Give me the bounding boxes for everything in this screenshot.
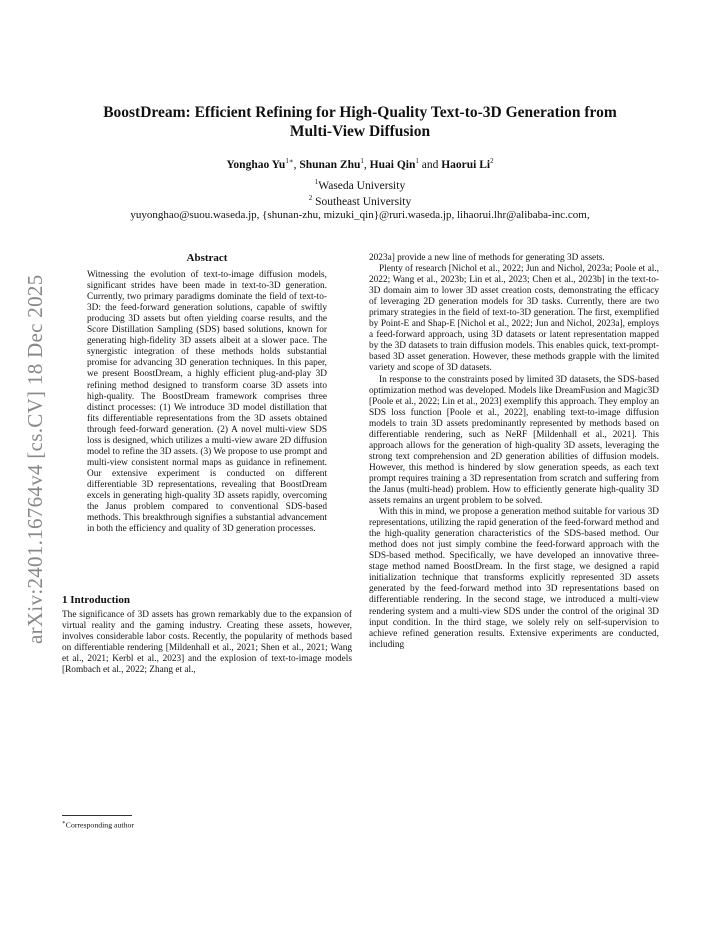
author-affiliation-mark: 1 (415, 157, 419, 165)
affiliation-name: Waseda University (318, 179, 406, 192)
title-line-1: BoostDream: Efficient Refining for High-Quality Text-to-3D Generation from (103, 104, 617, 121)
author-affiliation-mark: 1∗ (285, 157, 294, 165)
affiliation-name: Southeast University (312, 195, 412, 208)
author-name: Shunan Zhu (299, 158, 361, 171)
author-separator: , (293, 158, 300, 171)
body-paragraph: 2023a] provide a new line of methods for generating 3D assets. (369, 253, 605, 263)
body-paragraph: With this in mind, we propose a generation method suitable for various 3D representations, utilizing the rapid generation of the feed-forward method and the high-quality generation characteristics of the SDS-based method. Our method does not just simply combine the feed-forward approach with the SDS-based method. Specifically, we have developed an innovative three-stage method named BoostDream. In the first stage, we designed a rapid initialization technique that transforms explicitly represented 3D assets generated by the feed-forward method into 3D representations based on differentiable rendering. In the second stage, we introduced a multi-view rendering system and a multi-view SDS under the control of the original 3D input condition. In the third stage, we solely rely on self-supervision to achieve refined generation results. Extensive experiments are conducted, including (369, 507, 659, 650)
paper-title (90, 103, 630, 141)
abstract-body: Witnessing the evolution of text-to-image diffusion models, significant strides have been made in text-to-3D generation. Currently, two primary paradigms dominate the field of text-to-3D: the feed-forward generation solutions, capable of swiftly producing 3D assets but often yielding coarse results, and the Score Distillation Sampling (SDS) based solutions, known for generating high-fidelity 3D assets albeit at a slower pace. The synergistic integration of these methods holds substantial promise for advancing 3D generation techniques. In this paper, we present BoostDream, a highly efficient plug-and-play 3D refining method designed to transform coarse 3D assets into high-quality. The BoostDream framework comprises three distinct processes: (1) We introduce 3D model distillation that fits differentiable representations from the 3D assets obtained through feed-forward generation. (2) A novel multi-view SDS loss is designed, which utilizes a multi-view aware 2D diffusion model to refine the 3D assets. (3) We propose to use prompt and multi-view consistent normal maps as guidance in refinement. Our extensive experiment is conducted on different differentiable 3D representations, revealing that BoostDream excels in generating high-quality 3D assets rapidly, overcoming the Janus problem compared to conventional SDS-based methods. This breakthrough signifies a substantial advancement in both the efficiency and quality of 3D generation processes. (87, 270, 327, 535)
left-column (62, 253, 352, 677)
abstract-heading: Abstract (186, 252, 228, 264)
author-separator: , (363, 158, 370, 171)
affiliation-mark: 2 (308, 194, 313, 202)
footnote-mark: ∗ (62, 820, 66, 826)
introduction-body: The significance of 3D assets has grown remarkably due to the expansion of virtual reality and the gaming industry. Creating these assets, however, involves considerable labor costs. Recently, the popularity of methods based on differentiable rendering [Mildenhall et al., 2021; Shen et al., 2021; Wang et al., 2021; Kerbl et al., 2023] and the explosion of text-to-image models [Rombach et al., 2022; Zhang et al., (62, 610, 352, 676)
title-line-2: Multi-View Diffusion (289, 123, 431, 140)
introduction-heading: 1 Introduction (62, 594, 130, 607)
affiliation-mark: 1 (314, 178, 319, 186)
arxiv-identifier: arXiv:2401.16764v4 [cs.CV] 18 Dec 2025 (23, 274, 47, 644)
author-affiliation-mark: 2 (490, 157, 494, 165)
footnote-text: Corresponding author (65, 820, 134, 830)
footnote (62, 818, 134, 831)
author-name: Yonghao Yu (226, 158, 286, 171)
right-column (369, 253, 659, 651)
footnote-rule (62, 815, 132, 816)
body-paragraph: Plenty of research [Nichol et al., 2022; Jun and Nichol, 2023a; Poole et al., 2022; Wang et al., 2023b; Lin et al., 2023; Chen et al., 2023b] in the text-to-3D domain aim to lower 3D asset creation costs, demonstrating the efficacy of leveraging 2D generation models for 3D tasks. Currently, there are two primary strategies in the field of text-to-3D generation. The first, exemplified by Point-E and Shap-E [Nichol et al., 2022; Jun and Nichol, 2023a], employs a feed-forward approach, using 3D datasets or latent representation mapped by the 3D datasets to train diffusion models. This enables quick, text-prompt-based 3D asset generation. However, these methods grapple with the limited variety and scope of 3D datasets. (369, 264, 659, 374)
author-affiliation-mark: 1 (360, 157, 364, 165)
author-name: Huai Qin (369, 158, 416, 171)
author-separator: and (418, 158, 442, 171)
body-paragraph: In response to the constraints posed by limited 3D datasets, the SDS-based optimization method was developed. Models like DreamFusion and Magic3D [Poole et al., 2022; Lin et al., 2023] exemplify this approach. They employ an SDS loss function [Poole et al., 2022], enabling text-to-image diffusion models to train 3D assets predominantly represented by methods based on differentiable rendering, such as NeRF [Mildenhall et al., 2021]. This approach allows for the generation of high-quality 3D assets, leveraging the strong text comprehension and 2D generation abilities of diffusion models. However, this method is hindered by slow generation speeds, as each text prompt requires training a 3D representation from scratch and suffering from the Janus (multi-head) problem. How to efficiently generate high-quality 3D assets remains an urgent problem to be solved. (369, 374, 659, 507)
affiliation-2 (90, 191, 630, 210)
author-emails: yuyonghao@suou.waseda.jp, {shunan-zhu, mizuki_qin}@ruri.waseda.jp, lihaorui.lhr@alibaba-inc.com, (130, 209, 590, 221)
author-name: Haorui Li (441, 158, 491, 171)
author-list (90, 154, 630, 173)
